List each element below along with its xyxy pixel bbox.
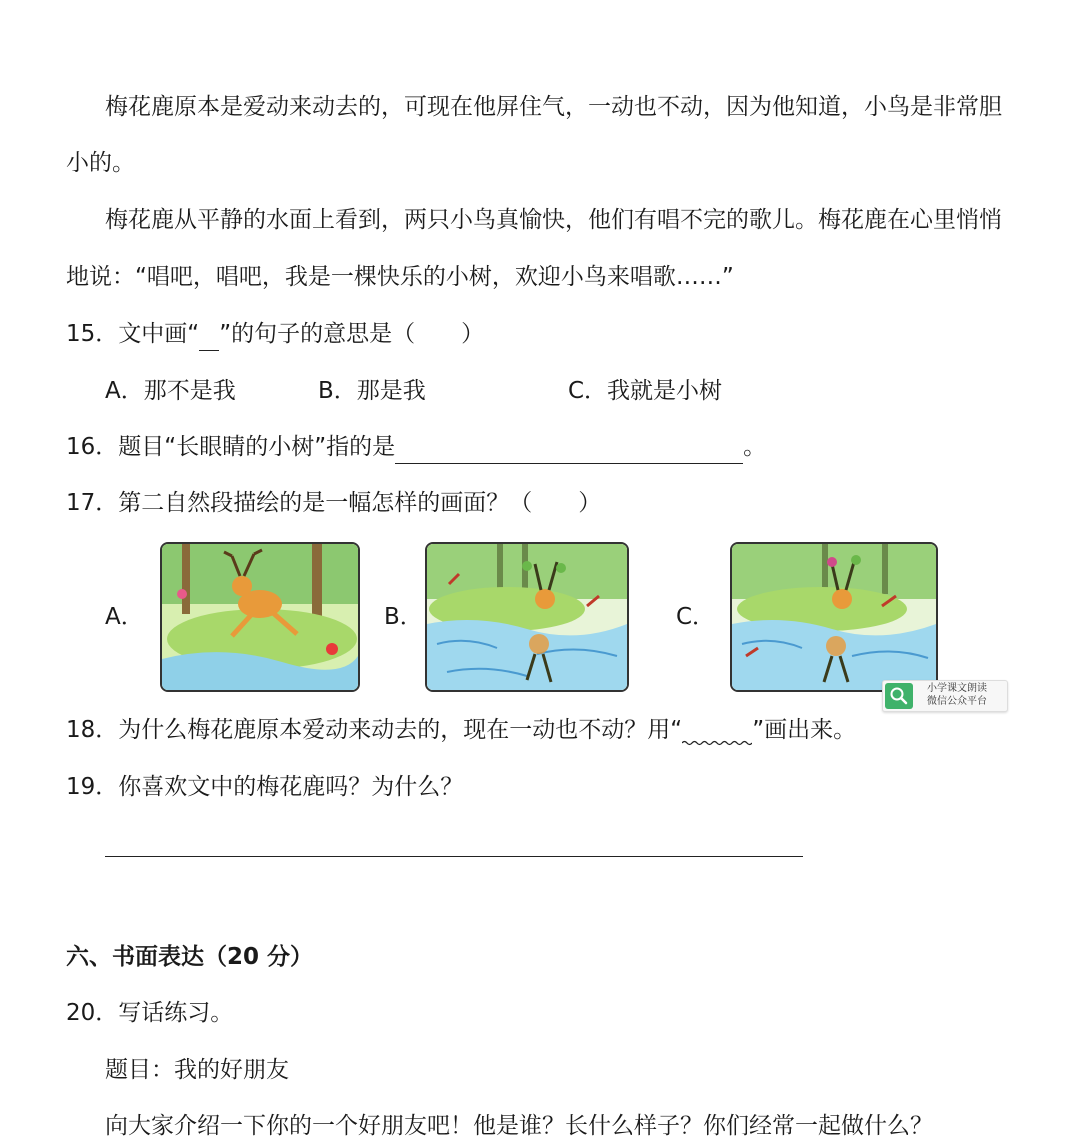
passage-p1-line1: 梅花鹿原本是爱动来动去的，可现在他屏住气，一动也不动，因为他知道，小鸟是非常胆 — [105, 94, 1002, 120]
question-19 — [66, 770, 463, 804]
q15-number: 15． — [66, 321, 119, 347]
question-15 — [66, 317, 484, 351]
q20-prompt: 向大家介绍一下你的一个好朋友吧！他是谁？长什么样子？你们经常一起做什么？ — [105, 1113, 933, 1139]
q18-text-before: 为什么梅花鹿原本爱动来动去的，现在一动也不动？用“ — [118, 717, 683, 743]
question-17 — [66, 486, 601, 520]
search-icon — [885, 683, 913, 709]
q15-option-b[interactable]: B．那是我 — [318, 378, 426, 404]
passage-p2-line1: 梅花鹿从平静的水面上看到，两只小鸟真愉快，他们有唱不完的歌儿。梅花鹿在心里悄悄 — [105, 207, 1002, 233]
deer-birds-picture — [732, 544, 936, 690]
q19-text: 你喜欢文中的梅花鹿吗？为什么？ — [118, 774, 464, 800]
q17-label-b[interactable]: B． — [384, 604, 423, 630]
q16-tail: 。 — [743, 434, 767, 460]
passage-p2-line2: 地说：“唱吧，唱吧，我是一棵快乐的小树，欢迎小鸟来唱歌……” — [66, 264, 734, 290]
q17-picture-b[interactable] — [425, 542, 629, 692]
watermark-line1: 小学课文朗读 — [927, 683, 987, 694]
q17-label-a[interactable]: A． — [105, 604, 144, 630]
question-20 — [66, 996, 233, 1030]
q18-wavy-sample — [682, 721, 752, 747]
deer-leaping-picture — [162, 544, 358, 690]
q18-text-after: ”画出来。 — [752, 717, 857, 743]
q15-option-c[interactable]: C．我就是小树 — [568, 378, 723, 404]
q15-text-after: ”的句子的意思是（ ） — [219, 321, 485, 347]
q19-number: 19． — [66, 774, 119, 800]
q17-text: 第二自然段描绘的是一幅怎样的画面？（ ） — [118, 490, 602, 516]
question-18 — [66, 713, 856, 747]
q16-answer-blank[interactable] — [395, 435, 743, 464]
q15-text-before: 文中画“ — [118, 321, 200, 347]
q17-picture-a[interactable] — [160, 542, 360, 692]
q15-underline-sample — [199, 324, 219, 351]
q16-text: 题目“长眼睛的小树”指的是 — [118, 434, 396, 460]
q17-label-c[interactable]: C． — [676, 604, 716, 630]
q19-answer-line[interactable] — [105, 856, 803, 857]
q20-number: 20． — [66, 1000, 119, 1026]
q17-picture-c[interactable] — [730, 542, 938, 692]
section-6-title: 六、书面表达（20 分） — [66, 944, 314, 970]
q15-option-a[interactable]: A．那不是我 — [105, 378, 236, 404]
question-16 — [66, 430, 766, 464]
passage-p1-line2: 小的。 — [66, 150, 135, 176]
q16-number: 16． — [66, 434, 119, 460]
q18-number: 18． — [66, 717, 119, 743]
watermark-line2: 微信公众平台 — [927, 696, 987, 707]
watermark-badge — [882, 680, 1008, 712]
q20-text: 写话练习。 — [118, 1000, 234, 1026]
deer-reflection-picture — [427, 544, 627, 690]
q17-number: 17． — [66, 490, 119, 516]
q20-topic: 题目：我的好朋友 — [105, 1057, 289, 1083]
